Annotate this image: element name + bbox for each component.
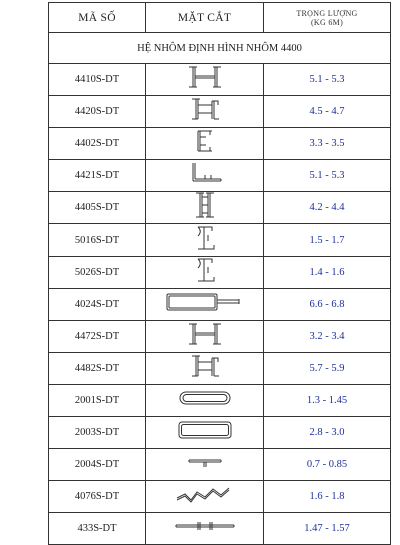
profile-cross-section bbox=[146, 288, 264, 320]
profile-code: 4410S-DT bbox=[49, 64, 146, 96]
profile-weight: 4.2 - 4.4 bbox=[264, 192, 391, 224]
table-row bbox=[49, 224, 391, 256]
table-row bbox=[49, 320, 391, 352]
section-title: HỆ NHÔM ĐỊNH HÌNH NHÔM 4400 bbox=[49, 33, 391, 64]
profile-cross-section bbox=[146, 352, 264, 384]
profile-cross-section bbox=[146, 64, 264, 96]
profile-weight: 5.1 - 5.3 bbox=[264, 64, 391, 96]
profile-weight: 2.8 - 3.0 bbox=[264, 417, 391, 449]
table-row bbox=[49, 288, 391, 320]
table-row bbox=[49, 96, 391, 128]
profile-cross-section bbox=[146, 449, 264, 481]
weight-header-line2: (KG 6M) bbox=[310, 17, 344, 27]
profile-table bbox=[48, 2, 391, 545]
profile-weight: 3.3 - 3.5 bbox=[264, 128, 391, 160]
table-row bbox=[49, 481, 391, 513]
weight-header-line1: TRỌNG LƯỢNG bbox=[296, 8, 358, 18]
profile-code: 4482S-DT bbox=[49, 352, 146, 384]
table-row bbox=[49, 513, 391, 545]
oval-tube-profile-icon bbox=[177, 389, 233, 407]
table-row bbox=[49, 449, 391, 481]
weight-column-header bbox=[264, 3, 391, 33]
table-row bbox=[49, 384, 391, 416]
profile-weight: 6.6 - 6.8 bbox=[264, 288, 391, 320]
profile-code: 4405S-DT bbox=[49, 192, 146, 224]
section-title-row bbox=[49, 33, 391, 64]
profile-cross-section bbox=[146, 256, 264, 288]
box-profile-icon bbox=[163, 291, 247, 313]
profile-cross-section bbox=[146, 320, 264, 352]
profile-code: 4472S-DT bbox=[49, 320, 146, 352]
section-column-header: MẶT CẮT bbox=[146, 3, 264, 33]
table-row bbox=[49, 160, 391, 192]
profile-code: 433S-DT bbox=[49, 513, 146, 545]
profile-code: 4420S-DT bbox=[49, 96, 146, 128]
profile-weight: 0.7 - 0.85 bbox=[264, 449, 391, 481]
profile-weight: 1.5 - 1.7 bbox=[264, 224, 391, 256]
table-row bbox=[49, 192, 391, 224]
l-profile-icon bbox=[181, 161, 229, 185]
profile-cross-section bbox=[146, 224, 264, 256]
table-row bbox=[49, 417, 391, 449]
frame-profile-icon bbox=[188, 97, 222, 121]
profile-weight: 1.47 - 1.57 bbox=[264, 513, 391, 545]
h-profile-icon bbox=[185, 65, 225, 89]
frame-profile-icon bbox=[188, 354, 222, 378]
profile-weight: 1.6 - 1.8 bbox=[264, 481, 391, 513]
profile-weight: 4.5 - 4.7 bbox=[264, 96, 391, 128]
bead-profile-icon bbox=[190, 257, 220, 283]
profile-code: 2004S-DT bbox=[49, 449, 146, 481]
mullion-profile-icon bbox=[186, 192, 224, 218]
table-row bbox=[49, 128, 391, 160]
profile-code: 2003S-DT bbox=[49, 417, 146, 449]
profile-code: 5016S-DT bbox=[49, 224, 146, 256]
wave-profile-icon bbox=[175, 484, 235, 504]
profile-weight: 3.2 - 3.4 bbox=[264, 320, 391, 352]
table-row bbox=[49, 352, 391, 384]
header-row bbox=[49, 3, 391, 33]
profile-code: 4024S-DT bbox=[49, 288, 146, 320]
h-profile-icon bbox=[185, 322, 225, 346]
profile-cross-section bbox=[146, 384, 264, 416]
profile-code: 4421S-DT bbox=[49, 160, 146, 192]
profile-cross-section bbox=[146, 192, 264, 224]
profile-weight: 5.7 - 5.9 bbox=[264, 352, 391, 384]
profile-cross-section bbox=[146, 481, 264, 513]
bracket-profile-icon bbox=[188, 129, 222, 153]
table-row bbox=[49, 64, 391, 96]
profile-cross-section bbox=[146, 160, 264, 192]
table-row bbox=[49, 256, 391, 288]
profile-code: 4076S-DT bbox=[49, 481, 146, 513]
profile-code: 2001S-DT bbox=[49, 384, 146, 416]
flat-bar-profile-icon bbox=[174, 518, 236, 534]
bead-profile-icon bbox=[190, 225, 220, 251]
profile-catalog-sheet bbox=[48, 2, 390, 535]
profile-weight: 1.4 - 1.6 bbox=[264, 256, 391, 288]
profile-code: 4402S-DT bbox=[49, 128, 146, 160]
t-strip-profile-icon bbox=[185, 455, 225, 469]
profile-cross-section bbox=[146, 96, 264, 128]
rect-tube-profile-icon bbox=[176, 419, 234, 441]
code-column-header: MÃ SỐ bbox=[49, 3, 146, 33]
profile-cross-section bbox=[146, 417, 264, 449]
profile-cross-section bbox=[146, 513, 264, 545]
profile-code: 5026S-DT bbox=[49, 256, 146, 288]
profile-weight: 1.3 - 1.45 bbox=[264, 384, 391, 416]
profile-cross-section bbox=[146, 128, 264, 160]
profile-weight: 5.1 - 5.3 bbox=[264, 160, 391, 192]
